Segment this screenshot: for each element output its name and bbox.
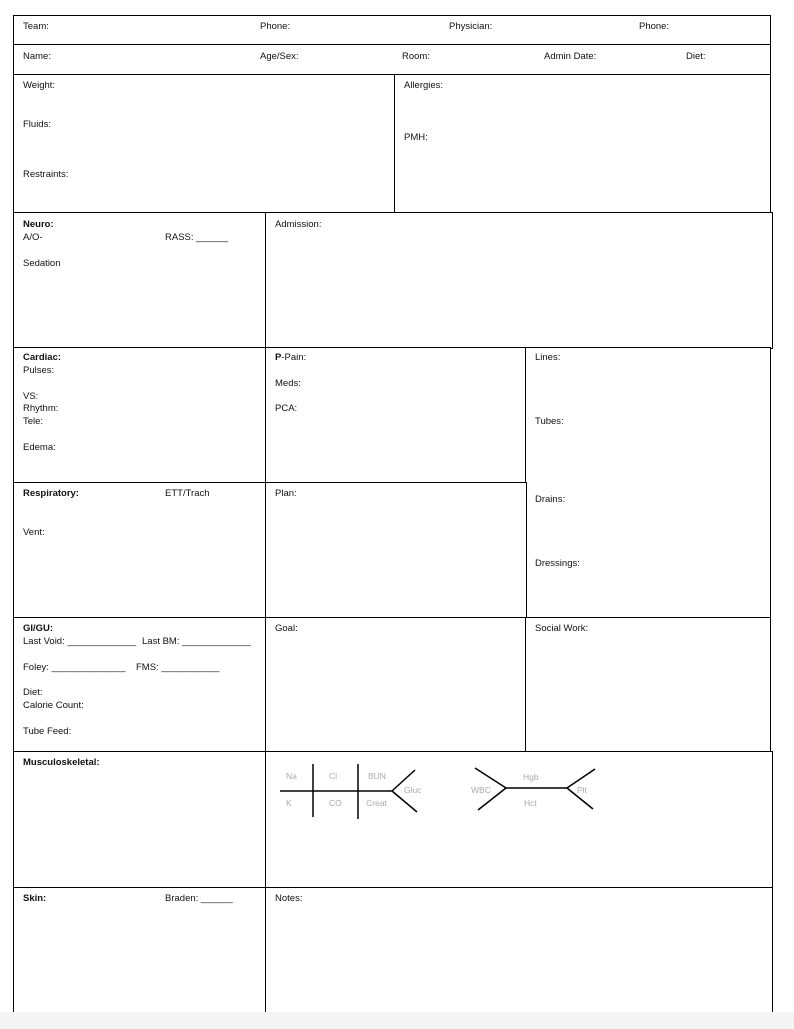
pca-label: PCA: [275,403,298,414]
last-void-field: Last Void: _____________ [23,636,137,647]
diet-label: Diet: [686,51,706,62]
rass-field: RASS: ______ [165,232,228,243]
braden-field: Braden: ______ [165,893,233,904]
gigu-title: GI/GU: [23,623,54,634]
musculoskeletal-title: Musculoskeletal: [23,757,100,768]
skin-box [13,887,267,1013]
last-bm-field: Last BM: _____________ [142,636,251,647]
page-bottom-edge [0,1012,794,1029]
sedation-label: Sedation [23,258,61,269]
gigu-diet-label: Diet: [23,687,43,698]
pulses-label: Pulses: [23,365,55,376]
skin-title: Skin: [23,893,47,904]
lab-cl: Cl [329,771,338,781]
team-phone-label: Phone: [260,21,291,32]
foley-field: Foley: ______________ [23,662,126,673]
plan-title: Plan: [275,488,297,499]
vs-label: VS: [23,391,39,402]
lab-wbc: WBC [471,785,491,795]
lab-na: Na [286,771,297,781]
physician-label: Physician: [449,21,493,32]
admission-title: Admission: [275,219,322,230]
restraints-label: Restraints: [23,169,69,180]
tubes-label: Tubes: [535,416,564,427]
pain-title-rest: -Pain: [281,352,307,363]
rhythm-label: Rhythm: [23,403,59,414]
notes-box [265,887,773,1013]
admin-date-label: Admin Date: [544,51,597,62]
lab-bun: BUN [368,771,386,781]
meds-label: Meds: [275,378,301,389]
pmh-label: PMH: [404,132,428,143]
notes-title: Notes: [275,893,303,904]
room-label: Room: [402,51,430,62]
age-sex-label: Age/Sex: [260,51,299,62]
ett-trach-label: ETT/Trach [165,488,210,499]
weight-label: Weight: [23,80,56,91]
name-label: Name: [23,51,51,62]
lab-plt: Plt [577,785,587,795]
neuro-title: Neuro: [23,219,54,230]
fms-field: FMS: ___________ [136,662,220,673]
drains-label: Drains: [535,494,566,505]
dressings-label: Dressings: [535,558,580,569]
calorie-count-label: Calorie Count: [23,700,84,711]
tele-label: Tele: [23,416,44,427]
lab-hgb: Hgb [523,772,539,782]
goal-title: Goal: [275,623,298,634]
allergies-label: Allergies: [404,80,444,91]
lab-gluc: Gluc [404,785,422,795]
ao-label: A/O- [23,232,43,243]
tube-feed-label: Tube Feed: [23,726,72,737]
lines-label: Lines: [535,352,561,363]
lab-k: K [286,798,292,808]
lab-hct: Hct [524,798,537,808]
lab-creat: Creat [366,798,387,808]
social-work-title: Social Work: [535,623,589,634]
lab-co: CO [329,798,342,808]
edema-label: Edema: [23,442,56,453]
fluids-label: Fluids: [23,119,51,130]
pain-title-bold: P [275,352,282,363]
team-label: Team: [23,21,49,32]
respiratory-title: Respiratory: [23,488,79,499]
physician-phone-label: Phone: [639,21,670,32]
cardiac-title: Cardiac: [23,352,62,363]
vent-label: Vent: [23,527,45,538]
